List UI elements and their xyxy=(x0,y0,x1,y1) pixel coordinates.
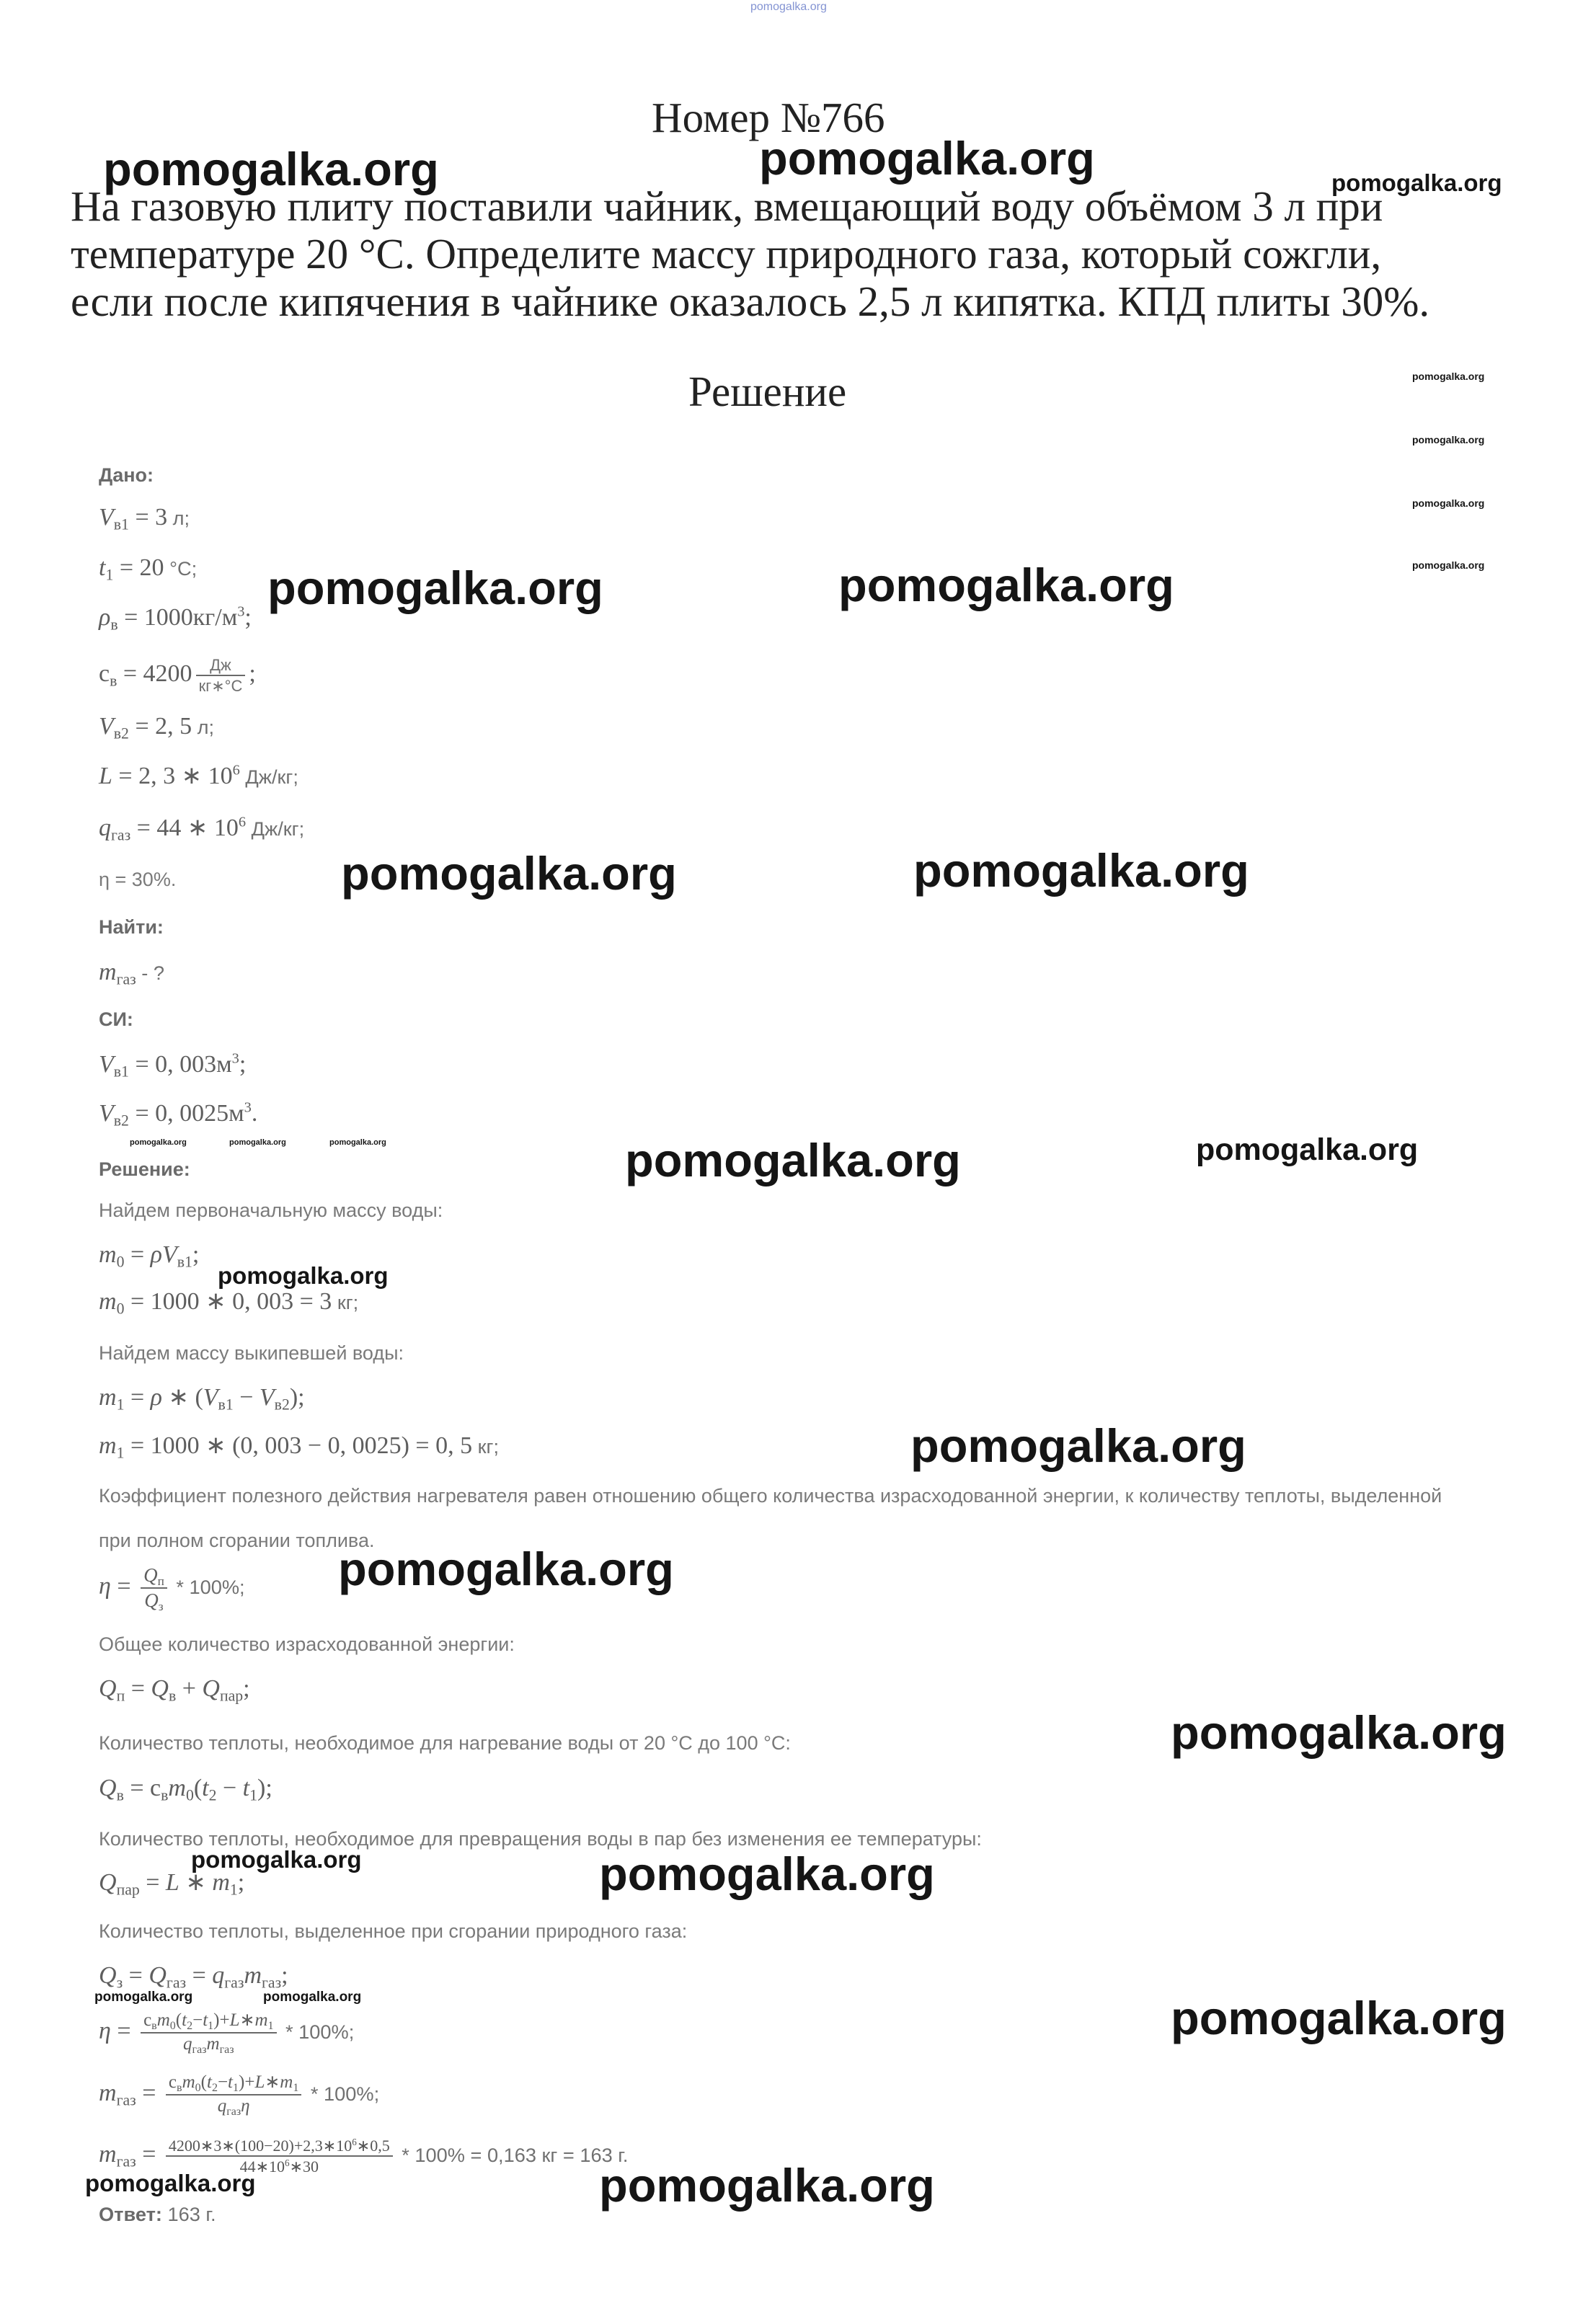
subscript: в2 xyxy=(113,724,129,742)
fraction-numerator xyxy=(141,2010,276,2034)
unit-text: л; xyxy=(167,507,190,529)
math-variable: Q xyxy=(202,1675,220,1702)
watermark-text: pomogalka.org xyxy=(1331,169,1502,196)
math-text: = xyxy=(186,1962,213,1989)
subscript: 2 xyxy=(211,2082,218,2095)
math-text: = 44 ∗ 10 xyxy=(130,815,239,841)
watermark-text: pomogalka.org xyxy=(341,847,677,900)
unit-text: 163 г. xyxy=(161,2203,216,2225)
math-text: = 1000кг/м xyxy=(118,604,238,631)
math-text: = xyxy=(124,1241,151,1268)
math-variable: Q xyxy=(99,1675,117,1702)
fraction-denominator xyxy=(166,2095,301,2117)
subscript: 1 xyxy=(229,1881,238,1899)
unit-text: Дж/кг; xyxy=(246,817,305,840)
subscript: в xyxy=(161,1786,169,1804)
superscript: 3 xyxy=(244,1099,252,1116)
given-volume-1 xyxy=(99,496,190,540)
subscript: газ xyxy=(166,1974,187,1992)
combustion-heat-text: Количество теплоты, выделенное при сгорании природного газа: xyxy=(99,1920,688,1942)
watermark-text: pomogalka.org xyxy=(599,2159,935,2212)
unit-text: Дж xyxy=(210,655,231,674)
unit-text: кг; xyxy=(472,1435,500,1458)
math-variable: V xyxy=(259,1384,275,1411)
math-variable: t xyxy=(182,2010,187,2031)
watermark-text: pomogalka.org xyxy=(218,1262,389,1289)
watermark-text: pomogalka.org xyxy=(750,1,827,13)
unit-text: кг∗°C xyxy=(198,677,243,696)
subscript: 0 xyxy=(195,2082,201,2095)
math-variable: m xyxy=(99,1288,117,1315)
unit-text: кг; xyxy=(332,1291,359,1313)
answer xyxy=(99,2192,216,2236)
watermark-text: pomogalka.org xyxy=(130,1138,187,1147)
efficiency-definition-line-1: Коэффициент полезного действия нагревателя равен отношению общего количества израсходованной энергии, к количеству теплоты, выделенной xyxy=(99,1485,1442,1507)
math-variable: L xyxy=(254,2072,265,2093)
calc-boiled-mass xyxy=(99,1424,499,1468)
subscript: газ xyxy=(262,1974,282,1992)
math-text: ( xyxy=(200,2072,207,2093)
subscript: 1 xyxy=(105,566,114,584)
math-text: ( xyxy=(175,2010,182,2031)
math-text: + xyxy=(176,1675,203,1702)
watermark-text: pomogalka.org xyxy=(1412,559,1485,571)
math-variable: V xyxy=(99,504,114,531)
problem-line: На газовую плиту поставили чайник, вмещающий воду объёмом 3 л при xyxy=(71,182,1383,230)
math-text: ∗0,5 xyxy=(356,2136,390,2155)
math-text: c xyxy=(143,2010,152,2031)
math-variable: q xyxy=(183,2034,192,2054)
math-text: = xyxy=(124,1384,151,1411)
watermark-text: pomogalka.org xyxy=(191,1846,362,1873)
subscript: пар xyxy=(116,1881,140,1899)
math-variable: t xyxy=(206,2072,212,2093)
math-variable: L xyxy=(165,1869,179,1896)
watermark-text: pomogalka.org xyxy=(625,1134,961,1187)
math-text: ∗ xyxy=(179,1869,213,1896)
math-text: ; xyxy=(249,660,256,687)
math-variable: η xyxy=(99,1572,111,1600)
fraction-numerator xyxy=(141,1564,167,1589)
math-variable: m xyxy=(156,2010,170,2031)
given-density xyxy=(99,596,252,639)
subscript: газ xyxy=(226,2106,241,2118)
watermark-text: pomogalka.org xyxy=(1171,1992,1507,2044)
math-variable: Q xyxy=(144,1589,159,1612)
fraction-numerator xyxy=(196,656,246,676)
math-variable: q xyxy=(212,1962,225,1989)
subscript: п xyxy=(116,1687,125,1705)
math-variable: m xyxy=(212,1869,230,1896)
subscript: п xyxy=(157,1574,164,1589)
math-variable: ρ xyxy=(150,1384,162,1411)
math-variable: m xyxy=(99,2141,117,2168)
subscript: в1 xyxy=(218,1396,234,1414)
watermark-text: pomogalka.org xyxy=(229,1138,286,1147)
unit-text: * 100% = 0,163 кг = 163 г. xyxy=(396,2144,629,2166)
math-text: )+ xyxy=(213,2010,230,2031)
math-text: ∗ xyxy=(265,2072,280,2093)
math-variable: m xyxy=(99,1241,117,1268)
subscript: 0 xyxy=(116,1253,125,1271)
fraction xyxy=(141,2010,276,2055)
watermark-text: pomogalka.org xyxy=(1412,434,1485,445)
math-variable: V xyxy=(99,1100,114,1127)
watermark-text: pomogalka.org xyxy=(910,1419,1246,1472)
given-efficiency: η = 30%. xyxy=(99,869,177,890)
fraction-numerator xyxy=(166,2137,393,2157)
subscript: в2 xyxy=(113,1112,129,1130)
math-variable: m xyxy=(99,1384,117,1411)
subscript: 2 xyxy=(187,2020,193,2033)
problem-line: если после кипячения в чайнике оказалось 2,5 л кипятка. КПД плиты 30%. xyxy=(71,278,1430,325)
math-variable: L xyxy=(99,763,112,789)
subscript: газ xyxy=(219,2044,234,2056)
math-variable: q xyxy=(99,815,111,841)
watermark-text: pomogalka.org xyxy=(599,1848,935,1900)
superscript: 6 xyxy=(285,2157,290,2169)
math-text: ; xyxy=(244,604,252,631)
watermark-text: pomogalka.org xyxy=(1412,497,1485,509)
watermark-text: pomogalka.org xyxy=(1412,371,1485,382)
math-variable: t xyxy=(99,554,106,581)
fraction-denominator xyxy=(141,2034,276,2055)
subscript: з xyxy=(116,1974,123,1992)
watermark-text: pomogalka.org xyxy=(85,2170,256,2196)
math-text: − xyxy=(216,1775,243,1801)
watermark-text: pomogalka.org xyxy=(1196,1132,1419,1167)
subscript: 1 xyxy=(116,1396,125,1414)
math-text: ; xyxy=(239,1051,247,1078)
math-text: = 3 xyxy=(128,504,168,531)
math-text: − xyxy=(192,2010,203,2031)
subscript: 1 xyxy=(249,1786,257,1804)
subscript: 0 xyxy=(185,1786,194,1804)
math-variable: t xyxy=(203,2010,208,2031)
math-text: )+ xyxy=(239,2072,255,2093)
watermark-text: pomogalka.org xyxy=(838,559,1174,611)
unit-text: * 100%; xyxy=(305,2083,380,2105)
math-text: ( xyxy=(193,1775,203,1801)
subscript: газ xyxy=(111,826,131,844)
math-variable: m xyxy=(280,2072,293,2093)
fraction-denominator xyxy=(196,676,246,695)
given-heat-of-combustion xyxy=(99,807,304,851)
unit-text: - ? xyxy=(136,962,165,984)
subscript: в1 xyxy=(177,1253,192,1271)
given-latent-heat xyxy=(99,755,298,799)
watermark-text: pomogalka.org xyxy=(94,1990,193,2005)
bold-label: Ответ: xyxy=(99,2203,162,2225)
step-boiled-mass-text: Найдем массу выкипевшей воды: xyxy=(99,1342,404,1364)
math-variable: Q xyxy=(99,1775,117,1801)
math-text: = 4200 xyxy=(117,660,192,687)
math-text: = xyxy=(139,1869,166,1896)
math-variable: Q xyxy=(143,1564,158,1586)
math-variable: t xyxy=(242,1775,250,1801)
page-title: Номер №766 xyxy=(652,94,885,141)
math-text: ∗ xyxy=(239,2010,255,2031)
fraction xyxy=(166,2072,301,2117)
math-variable: V xyxy=(99,713,114,740)
math-text: 44∗10 xyxy=(239,2157,285,2176)
math-variable: m xyxy=(244,1962,262,1989)
math-text: = xyxy=(110,1572,138,1600)
given-temperature xyxy=(99,546,197,590)
math-variable: V xyxy=(203,1384,218,1411)
math-variable: m xyxy=(254,2010,268,2031)
subscript: газ xyxy=(116,970,136,988)
math-text: = xyxy=(123,1962,149,1989)
given-volume-2 xyxy=(99,705,214,749)
unit-text: * 100%; xyxy=(280,2021,355,2043)
si-heading: СИ: xyxy=(99,1008,133,1030)
math-text: ∗ ( xyxy=(161,1384,203,1411)
math-text: 4200∗3∗(100−20)+2,3∗10 xyxy=(168,2136,353,2155)
fraction-denominator xyxy=(141,1589,167,1612)
math-variable: Q xyxy=(99,1962,117,1989)
math-text: = 2, 5 xyxy=(128,713,192,740)
subscript: 1 xyxy=(116,1444,125,1462)
subscript: в1 xyxy=(113,1063,129,1081)
watermark-text: pomogalka.org xyxy=(263,1990,362,2005)
formula-gas-mass xyxy=(99,2072,379,2117)
subscript: газ xyxy=(192,2044,207,2056)
watermark-text: pomogalka.org xyxy=(913,844,1249,897)
math-text: c xyxy=(168,2072,177,2093)
formula-boiled-mass xyxy=(99,1376,305,1419)
subscript: газ xyxy=(224,1974,244,1992)
subscript: 1 xyxy=(293,2082,299,2095)
unit-text: °C; xyxy=(164,557,198,580)
vaporization-heat-text: Количество теплоты, необходимое для превращения воды в пар без изменения ее температуры: xyxy=(99,1828,982,1850)
math-text: − xyxy=(217,2072,229,2093)
superscript: 6 xyxy=(238,814,247,830)
math-variable: Q xyxy=(151,1675,169,1702)
math-text: ; xyxy=(192,1241,200,1268)
step-initial-mass-text: Найдем первоначальную массу воды: xyxy=(99,1199,443,1221)
subscript: 2 xyxy=(208,1786,217,1804)
subscript: в xyxy=(110,616,118,634)
given-specific-heat xyxy=(99,652,256,696)
subscript: 1 xyxy=(233,2082,239,2095)
math-text: = 0, 0025м xyxy=(128,1100,244,1127)
math-text: = xyxy=(110,2018,138,2044)
subscript: в xyxy=(177,2082,182,2095)
unit-text: л; xyxy=(192,716,215,738)
find-gas-mass xyxy=(99,951,164,995)
math-text: ); xyxy=(257,1775,272,1801)
problem-statement xyxy=(71,182,1429,325)
subscript: в xyxy=(110,672,118,690)
math-variable: L xyxy=(229,2010,240,2031)
math-variable: t xyxy=(228,2072,233,2093)
math-text: = 0, 003м xyxy=(128,1051,232,1078)
formula-heating-heat xyxy=(99,1767,272,1810)
math-text: = 1000 ∗ 0, 003 = 3 xyxy=(124,1288,332,1315)
math-text: ∗30 xyxy=(289,2157,319,2176)
fraction-numerator xyxy=(166,2072,301,2095)
math-text: = xyxy=(125,1675,151,1702)
formula-initial-mass xyxy=(99,1233,199,1277)
math-text: ; xyxy=(237,1869,245,1896)
superscript: 3 xyxy=(231,1050,239,1067)
math-variable: m xyxy=(99,959,117,985)
math-variable: m xyxy=(99,2080,117,2106)
math-text: − xyxy=(233,1384,260,1411)
subscript: 0 xyxy=(116,1300,125,1318)
solution-heading: Решение: xyxy=(99,1158,190,1180)
subscript: в xyxy=(116,1786,124,1804)
subscript: газ xyxy=(116,2152,136,2170)
find-heading: Найти: xyxy=(99,916,164,938)
superscript: 6 xyxy=(232,762,240,779)
subscript: в2 xyxy=(274,1396,290,1414)
math-variable: Q xyxy=(99,1869,117,1896)
subscript: з xyxy=(158,1600,164,1614)
math-variable: ρV xyxy=(150,1241,177,1268)
subscript: в xyxy=(151,2020,157,2033)
math-variable: m xyxy=(99,1432,117,1459)
watermark-text: pomogalka.org xyxy=(759,132,1095,185)
subscript: в xyxy=(168,1687,177,1705)
unit-text: * 100%; xyxy=(170,1575,245,1598)
math-text: = 20 xyxy=(113,554,164,581)
math-text: = xyxy=(136,2080,162,2106)
math-variable: m xyxy=(168,1775,186,1801)
si-volume-1 xyxy=(99,1043,246,1086)
subscript: газ xyxy=(116,2091,136,2109)
formula-total-energy xyxy=(99,1667,250,1711)
math-variable: t xyxy=(202,1775,209,1801)
watermark-text: pomogalka.org xyxy=(103,143,439,195)
math-variable: m xyxy=(206,2034,220,2054)
efficiency-definition-line-2: при полном сгорании топлива. xyxy=(99,1530,375,1551)
math-text: ; xyxy=(281,1962,288,1989)
math-text: . xyxy=(251,1100,258,1127)
math-variable: Q xyxy=(148,1962,167,1989)
watermark-text: pomogalka.org xyxy=(338,1543,674,1595)
superscript: 6 xyxy=(352,2136,357,2147)
problem-line: температуре 20 °C. Определите массу природного газа, который сожгли, xyxy=(71,230,1382,278)
fraction xyxy=(196,656,246,696)
given-heading: Дано: xyxy=(99,464,154,486)
math-variable: V xyxy=(99,1051,114,1078)
subscript: 0 xyxy=(169,2020,176,2033)
math-variable: η xyxy=(241,2096,250,2116)
total-energy-text: Общее количество израсходованной энергии: xyxy=(99,1633,515,1655)
si-volume-2 xyxy=(99,1092,257,1135)
heating-heat-text: Количество теплоты, необходимое для нагревание воды от 20 °C до 100 °C: xyxy=(99,1732,791,1754)
math-text: = 1000 ∗ (0, 003 − 0, 0025) = 0, 5 xyxy=(124,1432,473,1459)
math-text: = xyxy=(136,2141,162,2168)
watermark-text: pomogalka.org xyxy=(1171,1706,1507,1759)
math-text: ; xyxy=(243,1675,250,1702)
subscript: 1 xyxy=(267,2020,274,2033)
subscript: в1 xyxy=(113,515,129,533)
solution-title: Решение xyxy=(688,368,847,415)
math-variable: ρ xyxy=(99,604,111,631)
fraction xyxy=(141,1564,167,1612)
math-text: = c xyxy=(123,1775,161,1801)
subscript: 1 xyxy=(208,2020,214,2033)
superscript: 3 xyxy=(237,603,245,620)
formula-efficiency xyxy=(99,1564,245,1612)
math-text: = 2, 3 ∗ 10 xyxy=(112,763,233,789)
math-text: ); xyxy=(289,1384,305,1411)
math-text: c xyxy=(99,660,110,687)
unit-text: Дж/кг; xyxy=(239,766,298,788)
watermark-text: pomogalka.org xyxy=(267,562,603,614)
formula-efficiency-expanded xyxy=(99,2010,354,2055)
watermark-text: pomogalka.org xyxy=(329,1138,386,1147)
math-variable: m xyxy=(182,2072,195,2093)
math-variable: q xyxy=(217,2096,227,2116)
math-variable: η xyxy=(99,2018,111,2044)
subscript: пар xyxy=(219,1687,244,1705)
